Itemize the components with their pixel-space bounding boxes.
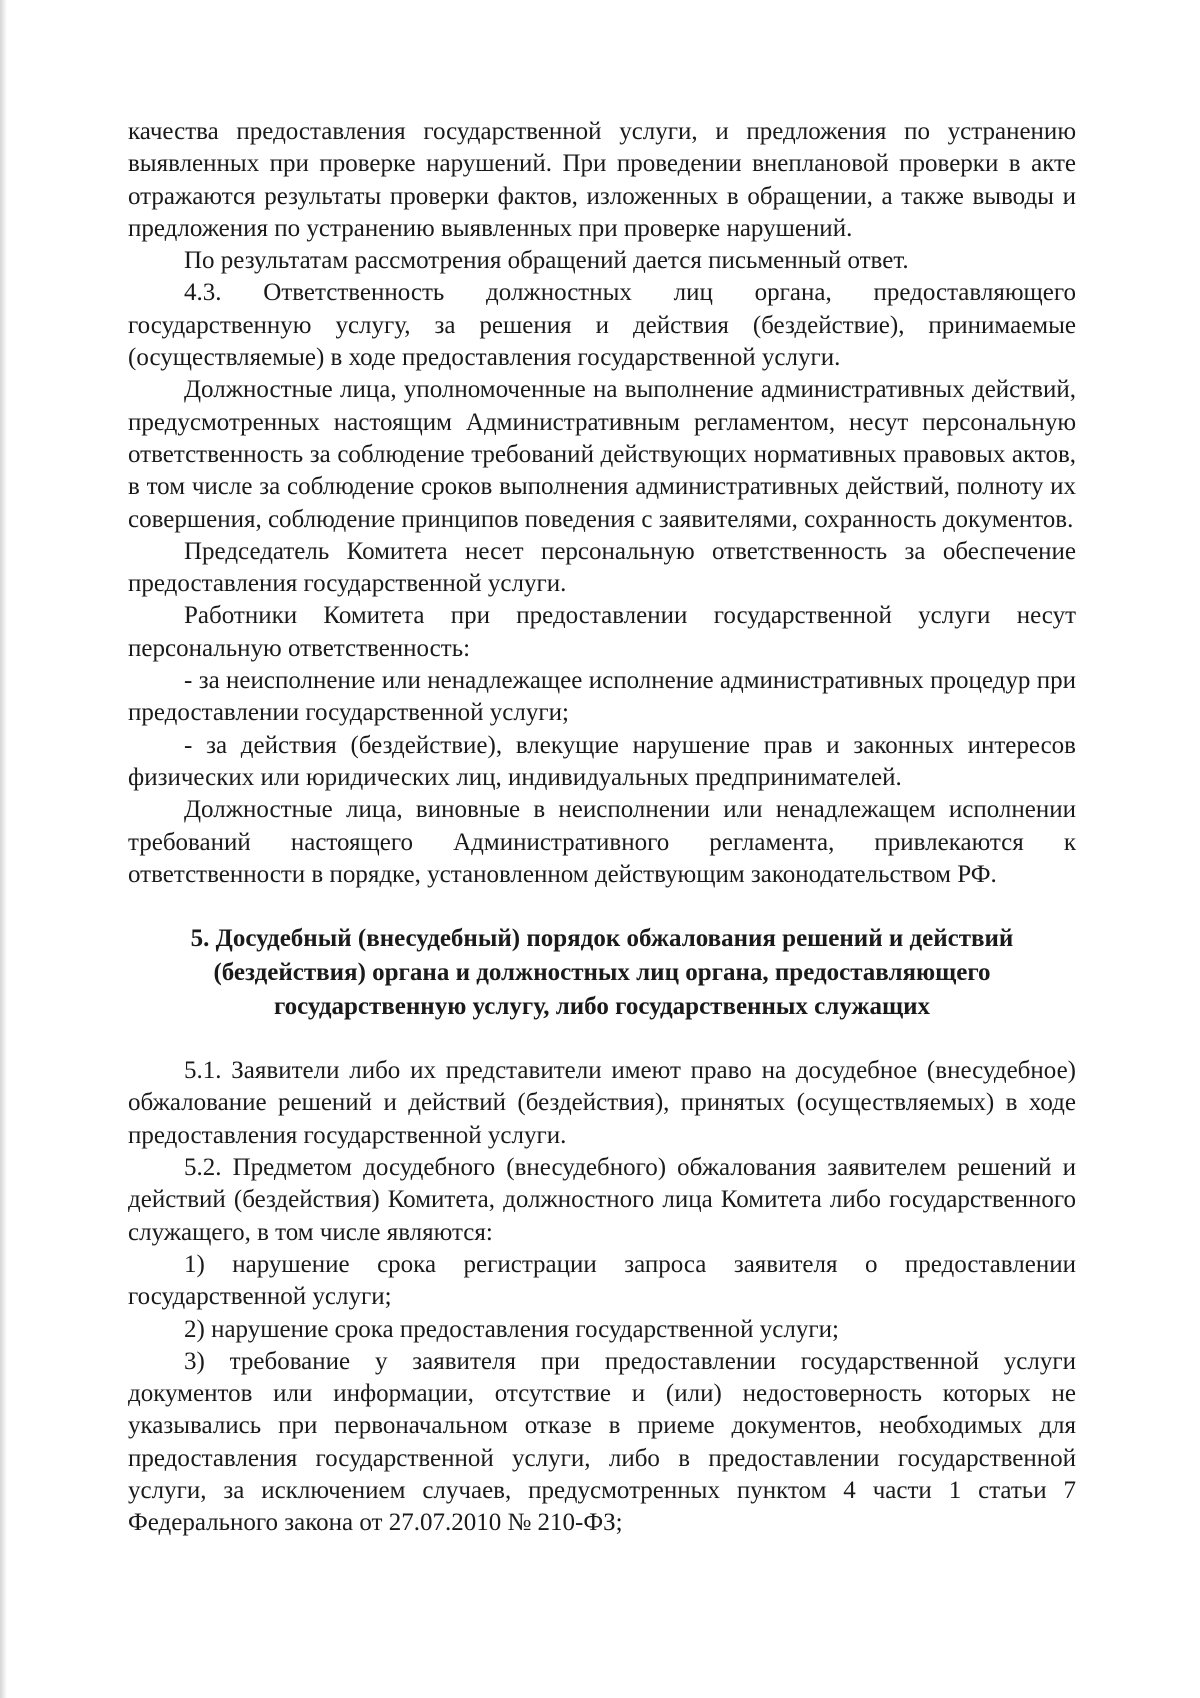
list-item-1: 1) нарушение срока регистрации запроса заявителя о предоставлении государственной услуги; <box>128 1250 1076 1311</box>
paragraph-clause-4-3: 4.3. Ответственность должностных лиц органа, предоставляющего государственную услугу, за решения и действия (бездействие), принимаемые (осуществляемые) в ходе предоставления государственной услуги. <box>128 279 1076 372</box>
paragraph-clause-5-1: 5.1. Заявители либо их представители имеют право на досудебное (внесудебное) обжалование решений и действий (бездействия), принятых (осуществляемых) в ходе предоставления государственной услуги. <box>128 1057 1076 1149</box>
document-body <box>128 116 1076 1540</box>
scan-edge <box>0 0 7 1698</box>
section-heading-5: 5. Досудебный (внесудебный) порядок обжалования решений и действий (бездействия) органа и должностных лиц органа, предоставляющего государственную услугу, либо государственных служащих <box>190 925 1014 1021</box>
paragraph-officials-responsibility: Должностные лица, уполномоченные на выполнение административных действий, предусмотренных настоящим Административным регламентом, несут персональную ответственность за соблюдение требований действующих нормативных правовых актов, в том числе за соблюдение сроков выполнения административных действий, полноту их совершения, соблюдение принципов поведения с заявителями, сохранность документов. <box>128 376 1076 533</box>
paragraph-continuation: качества предоставления государственной услуги, и предложения по устранению выявленных при проверке нарушений. При проведении внеплановой проверки в акте отражаются результаты проверки фактов, изложенных в обращении, а также выводы и предложения по устранению выявленных при проверке нарушений. <box>128 118 1076 242</box>
list-item-2: 2) нарушение срока предоставления государственной услуги; <box>184 1315 839 1343</box>
list-item-nonperformance: - за неисполнение или ненадлежащее исполнение административных процедур при предоставлении государственной услуги; <box>128 667 1076 727</box>
paragraph-chairman-responsibility: Председатель Комитета несет персональную ответственность за обеспечение предоставления государственной услуги. <box>128 537 1076 598</box>
list-item-3: 3) требование у заявителя при предоставлении государственной услуги документов или информации, отсутствие и (или) недостоверность которых не указывались при первоначальном отказе в приеме документов, необходимых для предоставления государственной услуги, либо в предоставлении государственной услуги, за исключением случаев, предусмотренных пунктом 4 части 1 статьи 7 Федерального закона от 27.07.2010 № 210-ФЗ; <box>128 1347 1076 1537</box>
list-item-violation-of-rights: - за действия (бездействие), влекущие нарушение прав и законных интересов физических или юридических лиц, индивидуальных предпринимателей. <box>128 731 1076 791</box>
paragraph-liability: Должностные лица, виновные в неисполнении или ненадлежащем исполнении требований настоящего Административного регламента, привлекаются к ответственности в порядке, установленном действующим законодательством РФ. <box>128 796 1076 888</box>
paragraph-clause-5-2: 5.2. Предметом досудебного (внесудебного) обжалования заявителем решений и действий (бездействия) Комитета, должностного лица Комитета либо государственного служащего, в том числе являются: <box>128 1154 1076 1246</box>
paragraph-written-answer: По результатам рассмотрения обращений дается письменный ответ. <box>184 247 909 275</box>
paragraph-employees-responsibility: Работники Комитета при предоставлении государственной услуги несут персональную ответственность: <box>128 602 1076 662</box>
